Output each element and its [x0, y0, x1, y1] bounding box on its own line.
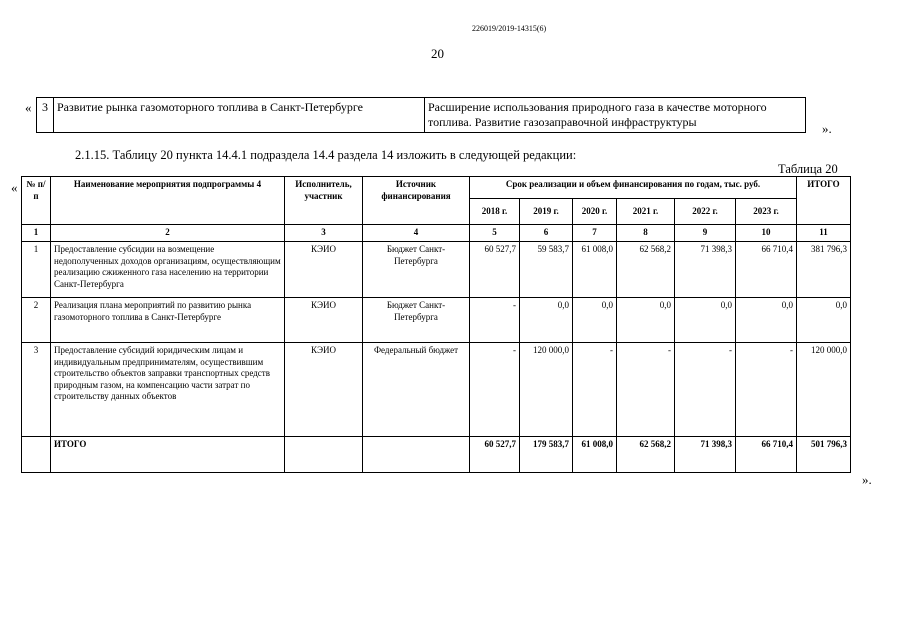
column-number-row: [22, 225, 851, 242]
header-year: 2022 г.: [675, 199, 736, 225]
column-number: 6: [520, 225, 573, 242]
program-row-table: [36, 97, 806, 133]
table-row: [22, 343, 851, 437]
row-total: 0,0: [797, 298, 851, 343]
total-num-empty: [22, 437, 51, 473]
table-open-quote: «: [11, 180, 18, 195]
row-value: -: [470, 298, 520, 343]
row-value: -: [675, 343, 736, 437]
row-value: -: [617, 343, 675, 437]
total-value: 62 568,2: [617, 437, 675, 473]
total-source-empty: [363, 437, 470, 473]
total-value: 61 008,0: [573, 437, 617, 473]
row-value: 0,0: [573, 298, 617, 343]
header-source: Источник финансирования: [363, 177, 470, 225]
row-num: 1: [22, 242, 51, 298]
total-label: ИТОГО: [51, 437, 285, 473]
row-value: 120 000,0: [520, 343, 573, 437]
row-value: -: [573, 343, 617, 437]
header-name: Наименование мероприятия подпрограммы 4: [51, 177, 285, 225]
total-value: 66 710,4: [736, 437, 797, 473]
total-row: [22, 437, 851, 473]
row-source: Федеральный бюджет: [363, 343, 470, 437]
header-num: № п/п: [22, 177, 51, 225]
column-number: 8: [617, 225, 675, 242]
row-value: 0,0: [520, 298, 573, 343]
row-value: 71 398,3: [675, 242, 736, 298]
column-number: 2: [51, 225, 285, 242]
document-number: 226019/2019-14315(6): [472, 24, 547, 33]
column-number: 4: [363, 225, 470, 242]
program-num: 3: [37, 98, 54, 133]
row-name: Реализация плана мероприятий по развитию рынка газомоторного топлива в Санкт-Петербурге: [51, 298, 285, 343]
total-value: 179 583,7: [520, 437, 573, 473]
row-executor: КЭИО: [285, 298, 363, 343]
program-name: Развитие рынка газомоторного топлива в Санкт-Петербурге: [54, 98, 425, 133]
header-executor: Исполнитель, участник: [285, 177, 363, 225]
column-number: 10: [736, 225, 797, 242]
table-row: [22, 242, 851, 298]
row-num: 3: [22, 343, 51, 437]
row-num: 2: [22, 298, 51, 343]
table-row: [22, 298, 851, 343]
column-number: 9: [675, 225, 736, 242]
row-value: 59 583,7: [520, 242, 573, 298]
row-executor: КЭИО: [285, 242, 363, 298]
row-value: 0,0: [736, 298, 797, 343]
column-number: 5: [470, 225, 520, 242]
header-total: ИТОГО: [797, 177, 851, 225]
column-number: 11: [797, 225, 851, 242]
row-value: 0,0: [675, 298, 736, 343]
column-number: 3: [285, 225, 363, 242]
program-description: Расширение использования природного газа в качестве моторного топлива. Развитие газозаправочной инфраструктуры: [425, 98, 806, 133]
table-caption: Таблица 20: [778, 162, 838, 176]
row-value: 62 568,2: [617, 242, 675, 298]
open-quote: «: [25, 100, 32, 115]
header-year: 2023 г.: [736, 199, 797, 225]
row-value: -: [736, 343, 797, 437]
row-total: 120 000,0: [797, 343, 851, 437]
table-close-quote: ».: [862, 472, 872, 487]
total-value: 60 527,7: [470, 437, 520, 473]
header-year: 2021 г.: [617, 199, 675, 225]
total-value: 71 398,3: [675, 437, 736, 473]
grand-total: 501 796,3: [797, 437, 851, 473]
header-year: 2020 г.: [573, 199, 617, 225]
funding-table: [21, 176, 851, 473]
table-row: [37, 98, 806, 133]
instruction-text: 2.1.15. Таблицу 20 пункта 14.4.1 подраздела 14.4 раздела 14 изложить в следующей редакции:: [75, 148, 577, 162]
header-year: 2018 г.: [470, 199, 520, 225]
row-total: 381 796,3: [797, 242, 851, 298]
table-header-row: [22, 177, 851, 199]
header-year: 2019 г.: [520, 199, 573, 225]
row-source: Бюджет Санкт-Петербурга: [363, 298, 470, 343]
row-value: 60 527,7: [470, 242, 520, 298]
column-number: 7: [573, 225, 617, 242]
row-value: 66 710,4: [736, 242, 797, 298]
row-value: 0,0: [617, 298, 675, 343]
page-number: 20: [431, 46, 444, 61]
total-executor-empty: [285, 437, 363, 473]
row-name: Предоставление субсидии на возмещение недополученных доходов организациям, осуществляющим реализацию сжиженного газа населению на территории Санкт-Петербурга: [51, 242, 285, 298]
header-period: Срок реализации и объем финансирования по годам, тыс. руб.: [470, 177, 797, 199]
row-executor: КЭИО: [285, 343, 363, 437]
row-name: Предоставление субсидий юридическим лицам и индивидуальным предпринимателям, осуществившим строительство объектов заправки транспортных средств природным газом, на компенсацию части затрат по строительству данных объектов: [51, 343, 285, 437]
column-number: 1: [22, 225, 51, 242]
row-source: Бюджет Санкт-Петербурга: [363, 242, 470, 298]
close-quote: ».: [822, 121, 832, 136]
row-value: -: [470, 343, 520, 437]
row-value: 61 008,0: [573, 242, 617, 298]
